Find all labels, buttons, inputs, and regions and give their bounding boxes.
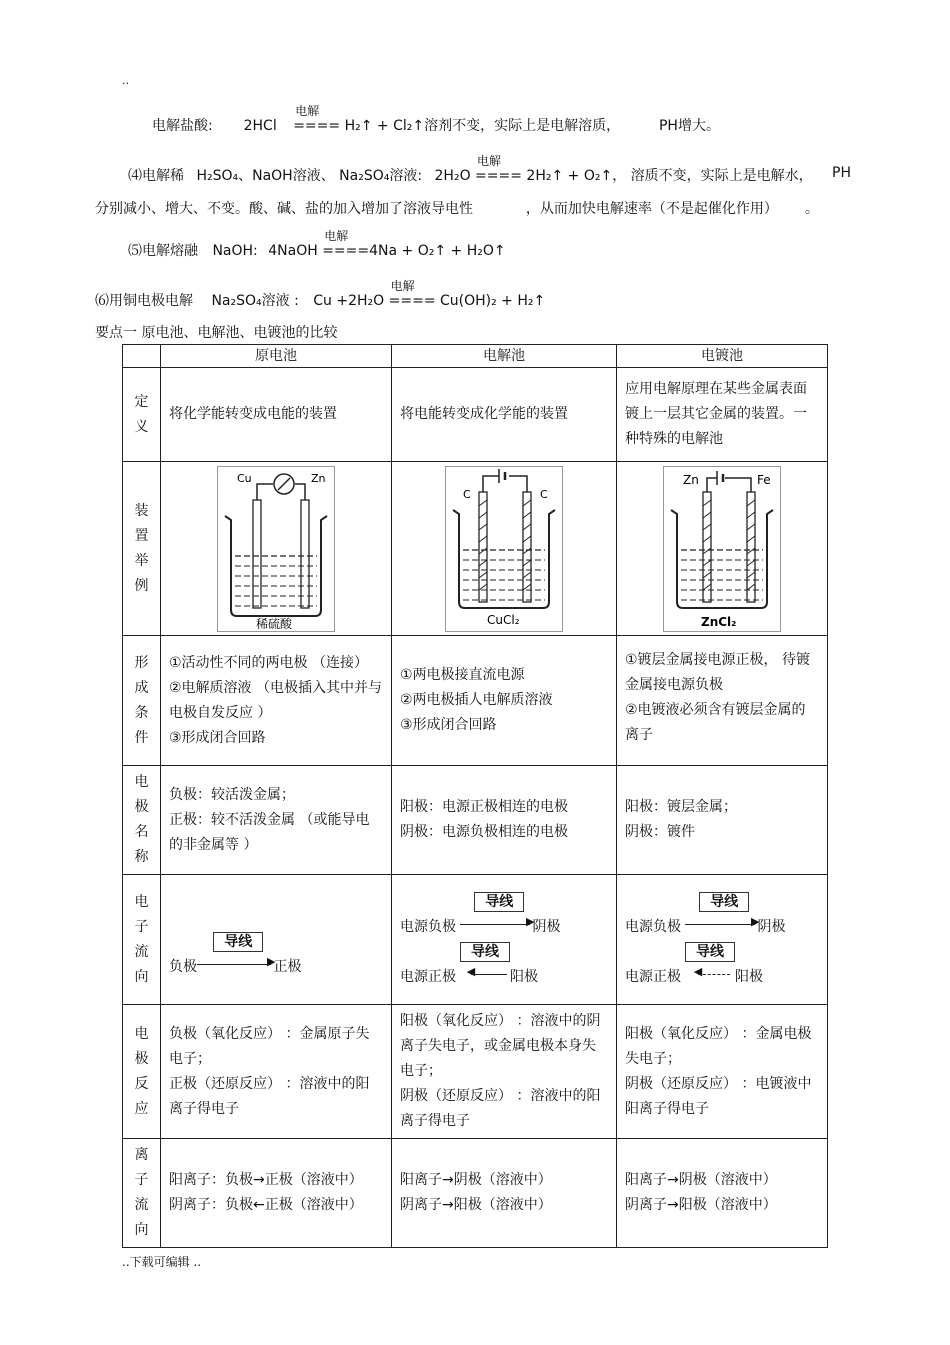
label-char: 名 (134, 824, 149, 840)
ion-flow-item: 阳离子→阴极（溶液中） (400, 1172, 552, 1188)
eq5-arrow: ==== (322, 243, 370, 259)
header-galvanic: 原电池 (161, 345, 392, 368)
flow-to: 阳极 (735, 968, 763, 985)
header-dots: .. (122, 74, 129, 87)
solution-label: ZnCl₂ (701, 614, 737, 629)
conditions-galvanic (161, 636, 392, 766)
row-label-definition (123, 368, 161, 462)
row-conditions (123, 636, 828, 766)
eq6-arrow: ==== (388, 293, 436, 309)
eq4-arrow: ==== (475, 168, 522, 184)
label-char: 反 (134, 1075, 149, 1092)
label-char: 例 (134, 577, 149, 594)
label-char: 应 (134, 1100, 149, 1117)
ion-flow-galvanic (161, 1139, 392, 1248)
eq-hcl-arrow: ==== (293, 118, 341, 134)
table-header-row (123, 345, 828, 368)
row-electron-flow (123, 875, 828, 1005)
flow-to: 阴极 (757, 918, 786, 935)
row-label-electron-flow (123, 875, 161, 1005)
condition-item: ②电解质溶液 （电极插入其中并与电极自发反应 ） (169, 679, 383, 721)
label-char: 条 (134, 704, 149, 721)
beaker (453, 510, 555, 608)
wire-label: 导线 (460, 942, 510, 962)
condition-item: ②电镀液必须含有镀层金属的离子 (625, 702, 806, 743)
flow-from: 电源正极 (625, 968, 681, 985)
device-galvanic (161, 462, 392, 636)
label-char: 件 (134, 729, 149, 746)
eq4-line2-b: ，从而加快电解速率（不是起催化作用） (525, 201, 778, 217)
label-char: 成 (134, 679, 149, 696)
eq5-lhs: 4NaOH (268, 243, 318, 259)
electrode-names-electrolytic (392, 766, 617, 875)
plating-cell-diagram (663, 466, 781, 632)
electrode-name-item: 阳极：镀层金属； (625, 799, 737, 815)
electrode-reaction-electrolytic (392, 1005, 617, 1139)
flow-from: 负极 (169, 958, 197, 975)
electrode-label-cu: Cu (237, 471, 252, 485)
eq4-rhs: 2H₂↑ + O₂↑， (526, 168, 627, 184)
eq6-condition: 电解 (390, 279, 415, 293)
label-char: 向 (134, 968, 149, 985)
galvanic-cell-diagram (217, 466, 335, 632)
label-char: 置 (134, 527, 149, 544)
condition-item: ③形成闭合回路 (169, 729, 266, 746)
eq-hcl-lhs: 2HCl (243, 118, 277, 134)
ion-flow-item: 阴离子→阳极（溶液中） (625, 1197, 777, 1213)
eq6-prefix: ⑹用铜电极电解 (95, 293, 193, 309)
equation-hcl (152, 104, 720, 135)
label-char: 流 (134, 943, 149, 960)
eq4-condition: 电解 (477, 154, 502, 168)
electron-flow-galvanic (161, 875, 392, 1005)
wire-label: 导线 (474, 892, 524, 912)
ion-flow-electrolytic (392, 1139, 617, 1248)
electrode-label-right: C (540, 487, 548, 501)
eq5-solute: NaOH: (212, 243, 258, 259)
wire-arrow-right (685, 890, 763, 940)
condition-item: ①镀层金属接电源正极， 待镀金属接电源负极 (625, 652, 811, 693)
electrode-name-item: 阴极：镀件 (625, 824, 695, 840)
label-char: 极 (134, 1050, 149, 1067)
label-char: 电 (134, 774, 149, 790)
electrode-label-fe: Fe (757, 472, 771, 487)
comparison-table (122, 344, 828, 1248)
flow-from: 电源负极 (625, 918, 681, 935)
arrow-right-icon: ▶ (751, 914, 760, 928)
label-char: 电 (134, 893, 149, 910)
label-char: 向 (134, 1222, 149, 1238)
electrode-name-item: 负极：较活泼金属； (169, 786, 295, 803)
condition-item: ①活动性不同的两电极 （连接） (169, 654, 369, 671)
solution-label: 稀硫酸 (256, 616, 293, 631)
eq6-lhs: Cu +2H₂O (313, 293, 385, 309)
conditions-plating (617, 636, 828, 766)
reaction-item: 正极（还原反应） ：溶液中的阳离子得电子 (169, 1075, 370, 1117)
beaker (671, 510, 773, 608)
condition-item: ③形成闭合回路 (400, 717, 497, 733)
arrow-right-icon: ▶ (526, 914, 535, 928)
eq-hcl-note: 溶剂不变，实际上是电解溶质， (424, 118, 621, 134)
electron-flow-electrolytic (392, 875, 617, 1005)
row-label-conditions (123, 636, 161, 766)
eq5-condition: 电解 (324, 229, 349, 243)
flow-to: 正极 (273, 958, 302, 975)
label-char: 子 (134, 1172, 149, 1188)
row-electrode-reaction (123, 1005, 828, 1139)
wire-label: 导线 (699, 892, 749, 912)
eq4-ph: PH (832, 165, 851, 181)
label-char: 极 (134, 799, 149, 815)
reaction-item: 阴极（还原反应） ：电镀液中阳离子得电子 (625, 1075, 812, 1117)
condition-item: ①两电极接直流电源 (400, 667, 525, 683)
wire-arrow-left (460, 940, 510, 990)
flow-from: 电源正极 (400, 968, 456, 985)
electrode-label-zn: Zn (683, 472, 699, 487)
arrow-left-icon: ◀ (466, 964, 476, 978)
eq-hcl-ph: PH增大。 (658, 118, 720, 134)
electrode-zn (301, 500, 309, 608)
definition-galvanic: 将化学能转变成电能的装置 (161, 368, 392, 462)
reaction-item: 阳极（氧化反应） ：金属电极失电子； (625, 1025, 812, 1067)
eq4-line2-a: 分别减小、增大、不变。酸、碱、盐的加入增加了溶液导电性 (95, 201, 473, 217)
label-char: 举 (134, 552, 149, 569)
reaction-item: 阴极（还原反应） ：溶液中的阳离子得电子 (400, 1088, 601, 1129)
eq4-lhs: 2H₂O (434, 168, 471, 184)
wire-label: 导线 (213, 932, 263, 952)
row-definition (123, 368, 828, 462)
table-corner (123, 345, 161, 368)
ion-flow-plating (617, 1139, 828, 1248)
label-char: 称 (134, 849, 149, 865)
wire-label: 导线 (685, 942, 735, 962)
equation-item4 (128, 154, 813, 185)
solution-label: CuCl₂ (487, 612, 520, 627)
reaction-item: 阳极（氧化反应） ：溶液中的阴离子失电子，或金属电极本身失电子； (400, 1013, 601, 1079)
label-char: 离 (134, 1147, 149, 1163)
eq6-rhs: Cu(OH)₂ + H₂↑ (440, 293, 546, 309)
electrode-names-plating (617, 766, 828, 875)
electrode-name-item: 正极：较不活泼金属 （或能导电的非金属等 ） (169, 811, 370, 853)
definition-plating: 应用电解原理在某些金属表面镀上一层其它金属的装置。一种特殊的电解池 (617, 368, 828, 462)
eq4-solutes: H₂SO₄、NaOH溶液、 Na₂SO₄溶液: (196, 168, 423, 184)
device-electrolytic (392, 462, 617, 636)
eq6-solute: Na₂SO₄溶液 : (211, 293, 299, 309)
condition-item: ②两电极插人电解质溶液 (400, 692, 553, 708)
eq4-note: 溶质不变，实际上是电解水， (630, 168, 813, 184)
equation-item5 (128, 229, 506, 260)
arrow-right-icon: ▶ (267, 954, 276, 968)
flow-to: 阴极 (532, 918, 561, 935)
electrode-cu (253, 500, 261, 608)
eq4-line2-c: 。 (804, 201, 819, 217)
eq5-rhs: 4Na + O₂↑ + H₂O↑ (369, 243, 506, 259)
equation-item6 (95, 279, 546, 310)
eq-hcl-prefix: 电解盐酸: (152, 118, 213, 134)
label-char: 义 (134, 418, 149, 435)
row-label-electrode-reaction (123, 1005, 161, 1139)
eq4-line2 (95, 198, 819, 218)
eq-hcl-condition: 电解 (295, 104, 320, 118)
ion-flow-item: 阳离子：负极→正极（溶液中） (169, 1172, 363, 1188)
device-plating (617, 462, 828, 636)
footer-text: ..下载可编辑 .. (122, 1255, 202, 1269)
row-label-ion-flow (123, 1139, 161, 1248)
electrode-reaction-galvanic (161, 1005, 392, 1139)
electrode-label-zn: Zn (311, 471, 326, 485)
row-ion-flow (123, 1139, 828, 1248)
wire-arrow-left (685, 940, 735, 990)
label-char: 形 (134, 654, 149, 671)
eq4-prefix: ⑷电解稀 (128, 168, 184, 184)
electrode-names-galvanic (161, 766, 392, 875)
section-title: 要点一 原电池、电解池、电镀池的比较 (95, 325, 338, 341)
row-electrode-names (123, 766, 828, 875)
eq5-prefix: ⑸电解熔融 (128, 243, 198, 259)
conditions-electrolytic (392, 636, 617, 766)
wire-arrow-right (460, 890, 538, 940)
label-char: 流 (134, 1197, 149, 1213)
header-electrolytic: 电解池 (392, 345, 617, 368)
row-label-electrode-names (123, 766, 161, 875)
eq-hcl-rhs: H₂↑ + Cl₂↑ (344, 118, 425, 134)
electrode-reaction-plating (617, 1005, 828, 1139)
label-char: 定 (134, 393, 149, 410)
electrode-name-item: 阴极：电源负极相连的电极 (400, 824, 568, 840)
ion-flow-item: 阴离子：负极←正极（溶液中） (169, 1197, 363, 1213)
row-label-device (123, 462, 161, 636)
label-char: 装 (134, 502, 149, 519)
row-device (123, 462, 828, 636)
ion-flow-item: 阳离子→阴极（溶液中） (625, 1172, 777, 1188)
definition-electrolytic: 将电能转变成化学能的装置 (392, 368, 617, 462)
arrow-left-icon: ◀ (693, 964, 703, 978)
ion-flow-item: 阴离子→阳极（溶液中） (400, 1197, 552, 1213)
electrode-label-left: C (463, 487, 471, 501)
flow-to: 阳极 (510, 968, 538, 985)
electrode-name-item: 阳极：电源正极相连的电极 (400, 799, 568, 815)
reaction-item: 负极（氧化反应） ：金属原子失电子； (169, 1025, 370, 1067)
wire-arrow-right (197, 930, 279, 980)
label-char: 电 (134, 1025, 149, 1042)
flow-from: 电源负极 (400, 918, 456, 935)
electron-flow-plating (617, 875, 828, 1005)
header-plating: 电镀池 (617, 345, 828, 368)
electrolytic-cell-diagram (445, 466, 563, 632)
label-char: 子 (134, 918, 149, 935)
